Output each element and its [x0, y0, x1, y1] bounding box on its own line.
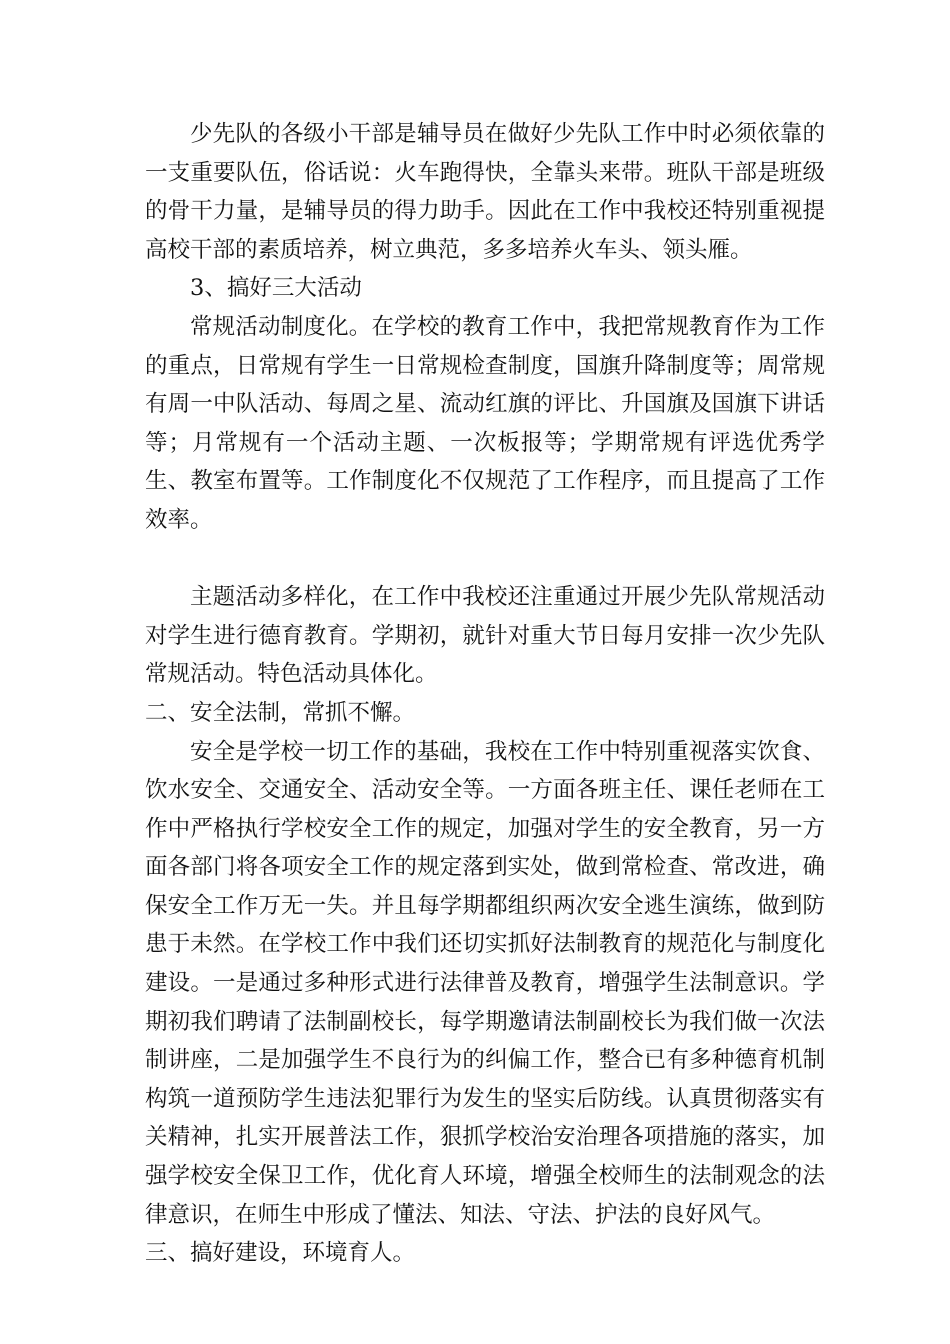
paragraph-theme-activities: 主题活动多样化，在工作中我校还注重通过开展少先队常规活动对学生进行德育教育。学期初，就针对重大节日每月安排一次少先队常规活动。特色活动具体化。 [145, 584, 825, 688]
document-body [145, 115, 825, 1273]
paragraph-routine-activities: 常规活动制度化。在学校的教育工作中，我把常规教育作为工作的重点，日常规有学生一日常规检查制度，国旗升降制度等；周常规有周一中队活动、每周之星、流动红旗的评比、升国旗及国旗下讲话等；月常规有一个活动主题、一次板报等；学期常规有评选优秀学生、教室布置等。工作制度化不仅规范了工作程序，而且提高了工作效率。 [145, 313, 825, 533]
paragraph-safety-legal: 安全是学校一切工作的基础，我校在工作中特别重视落实饮食、饮水安全、交通安全、活动安全等。一方面各班主任、课任老师在工作中严格执行学校安全工作的规定，加强对学生的安全教育，另一方面各部门将各项安全工作的规定落到实处，做到常检查、常改进，确保安全工作万无一失。并且每学期都组织两次安全逃生演练，做到防患于未然。在学校工作中我们还切实抓好法制教育的规范化与制度化建设。一是通过多种形式进行法律普及教育，增强学生法制意识。学期初我们聘请了法制副校长，每学期邀请法制副校长为我们做一次法制讲座，二是加强学生不良行为的纠偏工作，整合已有多种德育机制构筑一道预防学生违法犯罪行为发生的坚实后防线。认真贯彻落实有关精神，扎实开展普法工作，狠抓学校治安治理各项措施的落实，加强学校安全保卫工作，优化育人环境，增强全校师生的法制观念的法律意识，在师生中形成了懂法、知法、守法、护法的良好风气。 [145, 738, 825, 1228]
section-heading-safety: 二、安全法制，常抓不懈。 [145, 699, 416, 726]
subheading-three-activities: 3、搞好三大活动 [190, 275, 362, 302]
paragraph-cadres: 少先队的各级小干部是辅导员在做好少先队工作中时必须依靠的一支重要队伍，俗话说：火车跑得快，全靠头来带。班队干部是班级的骨干力量，是辅导员的得力助手。因此在工作中我校还特别重视提高校干部的素质培养，树立典范，多多培养火车头、领头雁。 [145, 121, 825, 263]
section-heading-environment: 三、搞好建设，环境育人。 [145, 1240, 416, 1267]
